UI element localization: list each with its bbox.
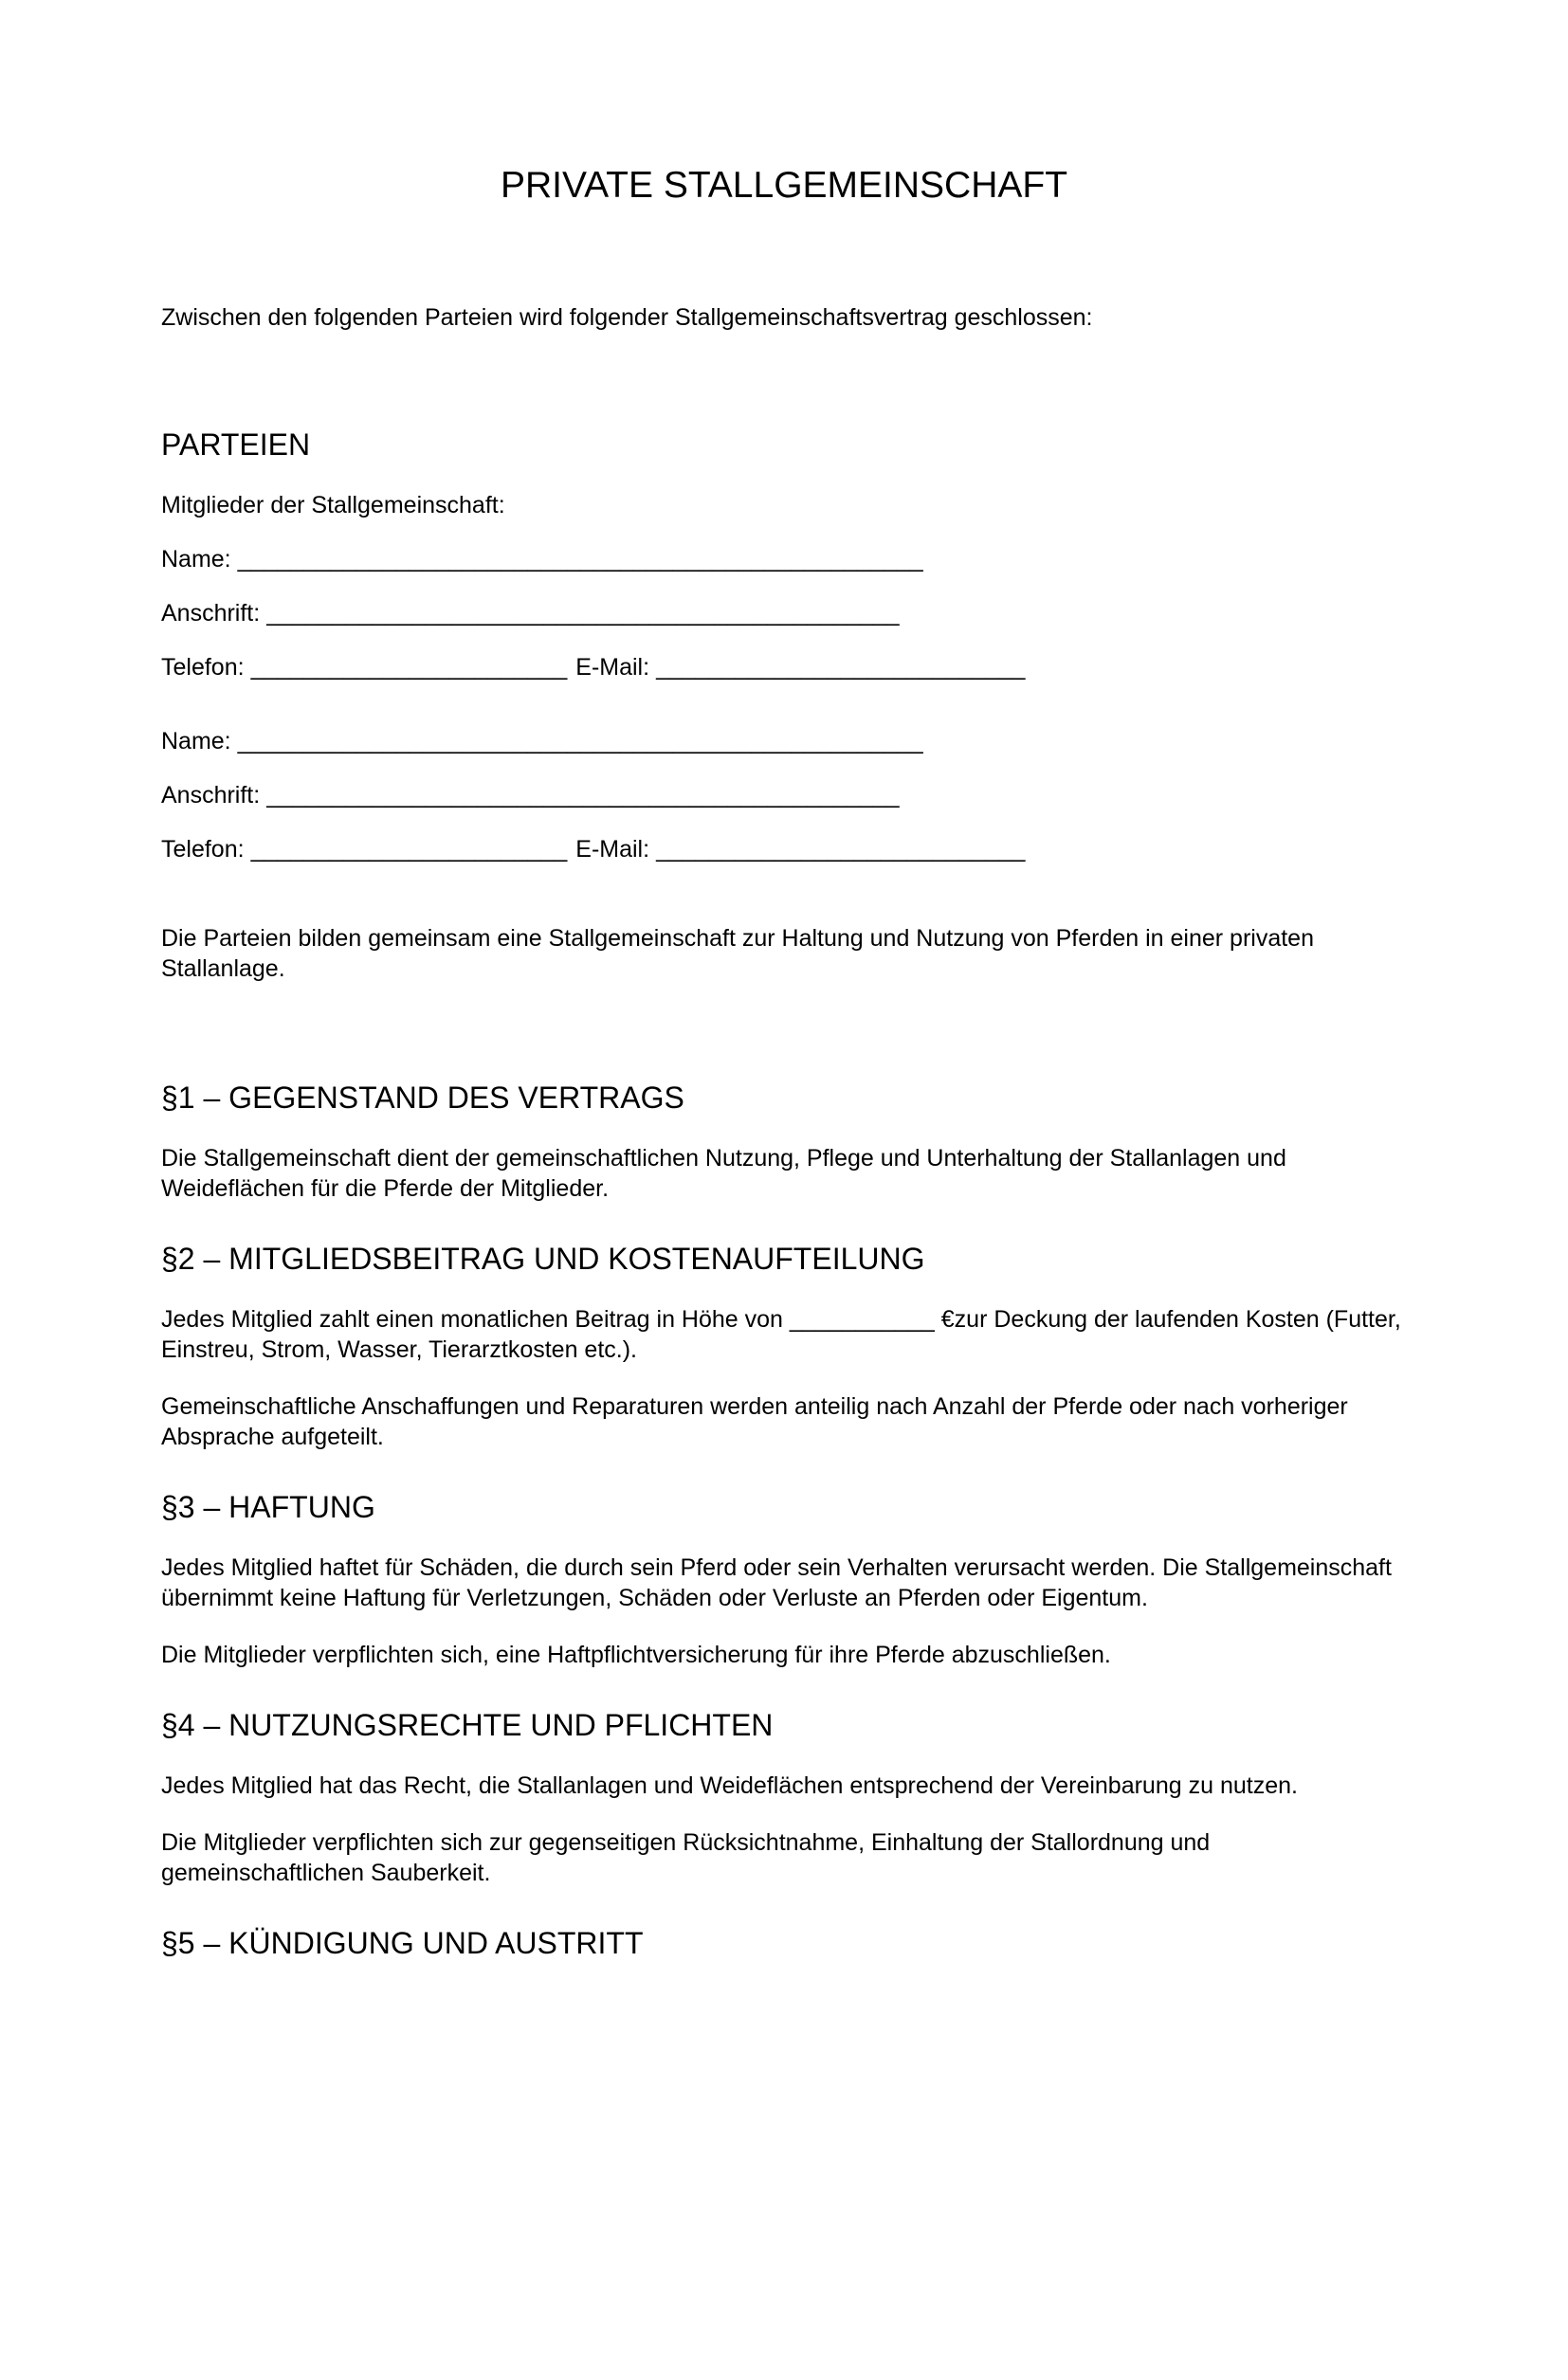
email-blank-line: ____________________________ <box>656 654 1026 681</box>
anschrift-blank-line: ________________________________________________ <box>266 782 900 808</box>
section-4 <box>161 1706 1407 1888</box>
name-row <box>161 544 1407 574</box>
section-3 <box>161 1488 1407 1670</box>
name-row <box>161 726 1407 756</box>
section-4-paragraph-1: Jedes Mitglied hat das Recht, die Stallanlagen und Weideflächen entsprechend der Vereinbarung zu nutzen. <box>161 1772 1298 1799</box>
members-label: Mitglieder der Stallgemeinschaft: <box>161 492 505 518</box>
name-label: Name: <box>161 546 231 572</box>
section-2-paragraph-2: Gemeinschaftliche Anschaffungen und Reparaturen werden anteilig nach Anzahl der Pferde oder nach vorheriger Absprache aufgeteilt. <box>161 1393 1348 1450</box>
email-label: E-Mail: <box>575 836 650 863</box>
telefon-email-row <box>161 652 1407 682</box>
section-1 <box>161 1079 1407 1204</box>
section-3-paragraph-2: Die Mitglieder verpflichten sich, eine Haftpflichtversicherung für ihre Pferde abzuschließen. <box>161 1642 1111 1668</box>
telefon-blank-line: ________________________ <box>250 654 568 681</box>
section-2-heading: §2 – MITGLIEDSBEITRAG UND KOSTENAUFTEILUNG <box>161 1242 925 1276</box>
name-blank-line: ____________________________________________________ <box>237 546 923 572</box>
anschrift-row <box>161 780 1407 810</box>
section-1-paragraph-1: Die Stallgemeinschaft dient der gemeinschaftlichen Nutzung, Pflege und Unterhaltung der Stallanlagen und Weideflächen für die Pferde der Mitglieder. <box>161 1145 1286 1202</box>
anschrift-label: Anschrift: <box>161 600 261 627</box>
email-label: E-Mail: <box>575 654 650 681</box>
anschrift-label: Anschrift: <box>161 782 261 808</box>
section-5-heading: §5 – KÜNDIGUNG UND AUSTRITT <box>161 1926 644 1960</box>
section-2-paragraph-1: Jedes Mitglied zahlt einen monatlichen Beitrag in Höhe von ___________ €zur Deckung der laufenden Kosten (Futter, Einstreu, Strom, Wasser, Tierarztkosten etc.). <box>161 1306 1401 1363</box>
anschrift-blank-line: ________________________________________________ <box>266 600 900 627</box>
name-label: Name: <box>161 728 231 754</box>
section-3-heading: §3 – HAFTUNG <box>161 1490 375 1524</box>
formation-paragraph: Die Parteien bilden gemeinsam eine Stallgemeinschaft zur Haltung und Nutzung von Pferden in einer privaten Stallanlage. <box>161 925 1314 982</box>
telefon-email-row <box>161 834 1407 864</box>
section-5 <box>161 1924 1407 1962</box>
section-3-paragraph-1: Jedes Mitglied haftet für Schäden, die durch sein Pferd oder sein Verhalten verursacht werden. Die Stallgemeinschaft übernimmt keine Haftung für Verletzungen, Schäden oder Verluste an Pferden oder Eigentum. <box>161 1554 1392 1611</box>
section-1-heading: §1 – GEGENSTAND DES VERTRAGS <box>161 1081 684 1115</box>
telefon-label: Telefon: <box>161 836 245 863</box>
telefon-label: Telefon: <box>161 654 245 681</box>
member-block-2 <box>161 726 1407 864</box>
parteien-heading: PARTEIEN <box>161 427 311 462</box>
document-page <box>0 163 1568 1962</box>
name-blank-line: ____________________________________________________ <box>237 728 923 754</box>
section-4-paragraph-2: Die Mitglieder verpflichten sich zur gegenseitigen Rücksichtnahme, Einhaltung der Stallordnung und gemeinschaftlichen Sauberkeit. <box>161 1829 1211 1886</box>
section-4-heading: §4 – NUTZUNGSRECHTE UND PFLICHTEN <box>161 1708 774 1742</box>
anschrift-row <box>161 598 1407 628</box>
email-blank-line: ____________________________ <box>656 836 1026 863</box>
section-2 <box>161 1240 1407 1452</box>
intro-paragraph: Zwischen den folgenden Parteien wird folgender Stallgemeinschaftsvertrag geschlossen: <box>161 304 1093 331</box>
member-block-1 <box>161 544 1407 682</box>
document-title: PRIVATE STALLGEMEINSCHAFT <box>500 165 1068 206</box>
telefon-blank-line: ________________________ <box>250 836 568 863</box>
